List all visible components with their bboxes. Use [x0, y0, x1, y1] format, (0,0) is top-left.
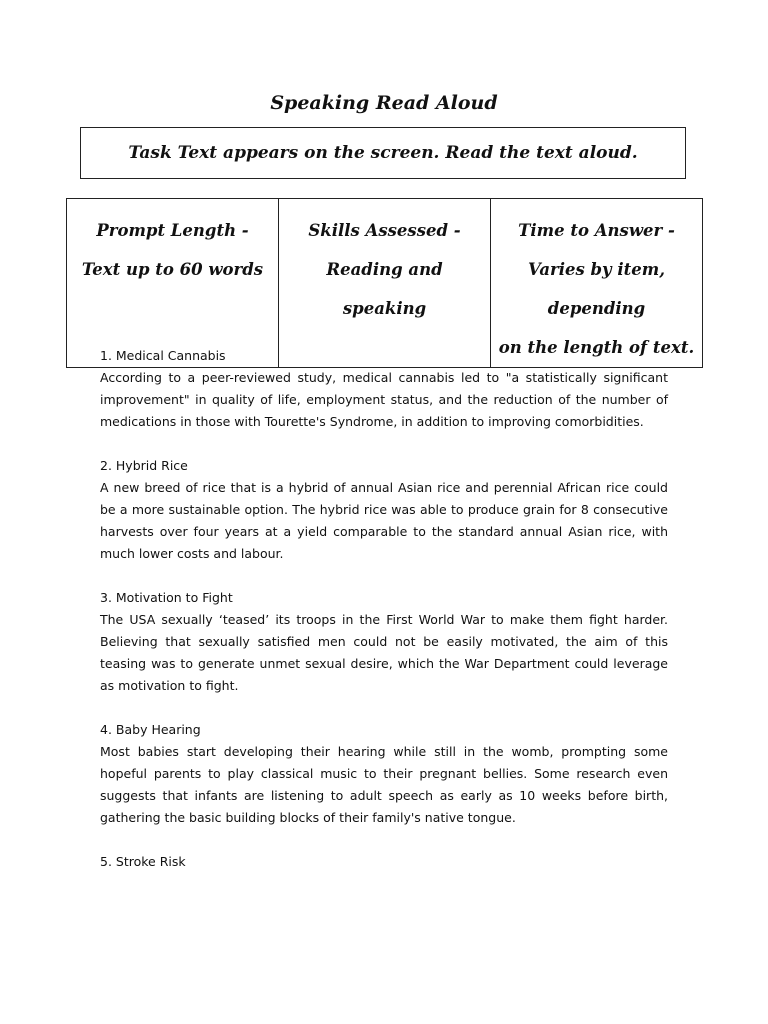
task-text: Task Text appears on the screen. Read the text aloud. — [128, 143, 638, 163]
prompt-length-value: Text up to 60 words — [81, 260, 264, 279]
skills-assessed-label: Skills Assessed - — [308, 221, 461, 240]
list-item — [100, 719, 668, 829]
item-text: According to a peer-reviewed study, medical cannabis led to "a statistically significant improvement" in quality of life, employment status, and the reduction of the number of medications in those with Tourette's Syndrome, in addition to improving comorbidities. — [100, 370, 668, 429]
skills-assessed-value: Reading and speaking — [326, 260, 443, 318]
list-item — [100, 455, 668, 565]
time-to-answer-value-line2: on the length of text. — [498, 338, 695, 357]
item-text: The USA sexually ‘teased’ its troops in the First World War to make them fight harder. Believing that sexually satisfied men could not be easily motivated, the aim of this teasing was to generate unmet sexual desire, which the War Department could leverage as motivation to fight. — [100, 612, 668, 693]
item-title: 3. Motivation to Fight — [100, 590, 233, 605]
task-text-box — [80, 127, 686, 179]
item-text: A new breed of rice that is a hybrid of annual Asian rice and perennial African rice could be a more sustainable option. The hybrid rice was able to produce grain for 8 consecutive harvests over four years at a yield comparable to the standard annual Asian rice, with much lower costs and labour. — [100, 480, 668, 561]
item-title: 1. Medical Cannabis — [100, 348, 226, 363]
page-title: Speaking Read Aloud — [270, 92, 498, 114]
item-title: 2. Hybrid Rice — [100, 458, 188, 473]
info-table — [66, 198, 703, 368]
time-to-answer-cell — [491, 199, 703, 368]
prompt-length-cell — [67, 199, 279, 368]
time-to-answer-label: Time to Answer - — [518, 221, 675, 240]
item-title: 4. Baby Hearing — [100, 722, 201, 737]
list-item — [100, 587, 668, 697]
item-title: 5. Stroke Risk — [100, 854, 186, 869]
list-item — [100, 345, 668, 433]
practice-items — [100, 345, 668, 895]
item-text: Most babies start developing their hearing while still in the womb, prompting some hopeful parents to play classical music to their pregnant bellies. Some research even suggests that infants are listening to adult speech as early as 10 weeks before birth, gathering the basic building blocks of their family's native tongue. — [100, 744, 668, 825]
time-to-answer-value-line1: Varies by item, depending — [528, 260, 665, 318]
skills-assessed-cell — [279, 199, 491, 368]
prompt-length-label: Prompt Length - — [96, 221, 249, 240]
list-item — [100, 851, 668, 873]
